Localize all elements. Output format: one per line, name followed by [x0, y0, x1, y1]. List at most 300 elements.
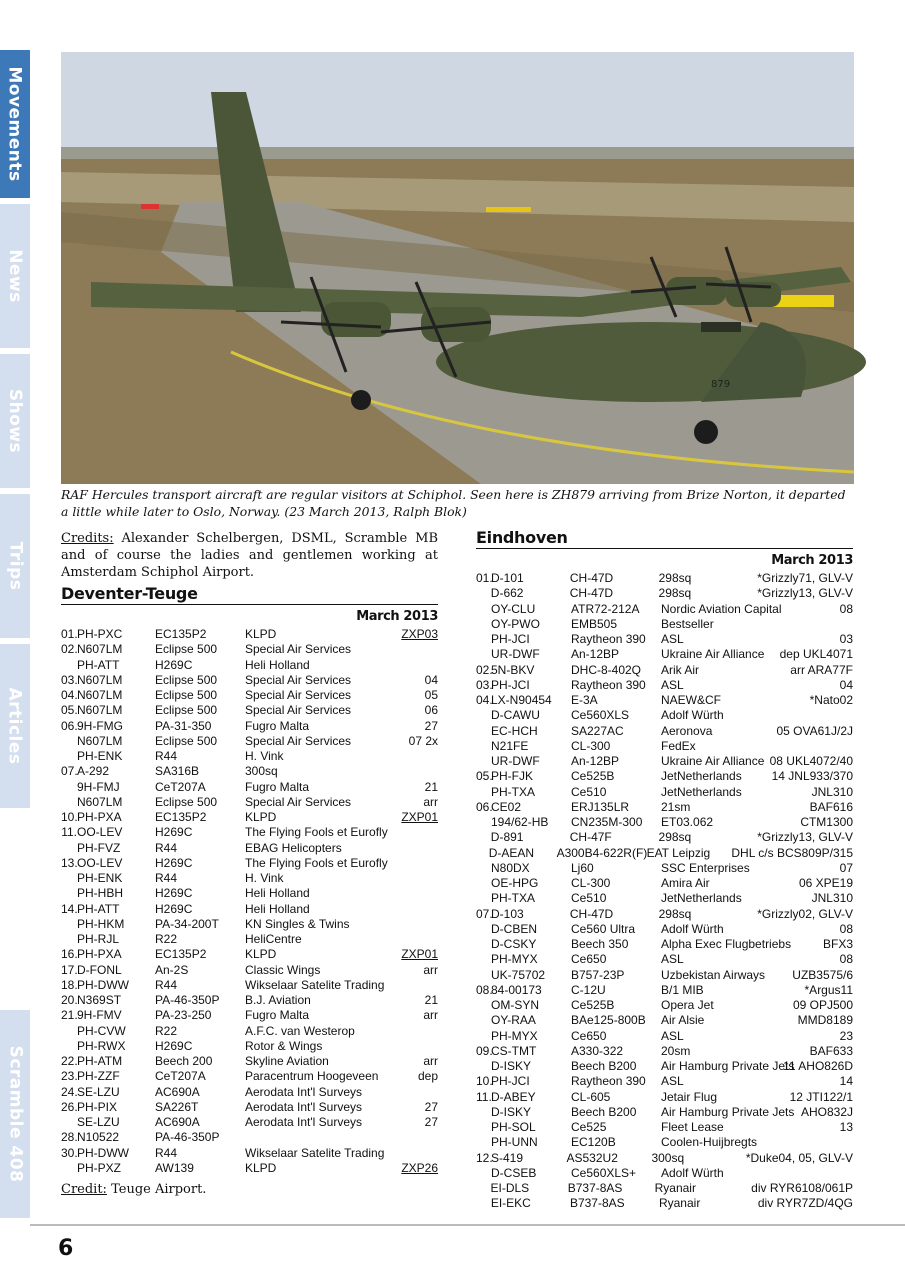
log-operator: Adolf Würth	[661, 1165, 724, 1180]
log-remarks	[395, 658, 438, 673]
log-day: 28.	[61, 1130, 78, 1145]
log-registration: PH-DWW	[77, 977, 129, 992]
log-remarks	[395, 749, 438, 764]
log-day	[476, 586, 491, 601]
log-remarks: 23	[839, 1028, 853, 1043]
log-type: BAe125-800B	[571, 1013, 646, 1028]
log-day: 16.	[61, 947, 78, 962]
log-remarks: 13	[839, 1120, 853, 1134]
log-registration: D-101	[491, 571, 524, 585]
tab-news[interactable]: News	[0, 204, 30, 354]
log-type: SA227AC	[571, 723, 624, 738]
log-row	[476, 571, 853, 586]
log-day: 24.	[61, 1084, 78, 1099]
log-row	[476, 1166, 853, 1181]
log-day: 06.	[476, 799, 493, 814]
log-day	[476, 1196, 491, 1211]
log-type: EMB505	[571, 616, 618, 631]
log-remarks: dep	[417, 1069, 438, 1084]
log-row	[476, 983, 853, 998]
log-operator: Aerodata Int'l Surveys	[245, 1115, 363, 1129]
log-row	[61, 932, 438, 947]
log-operator: Aerodata Int'l Surveys	[245, 1084, 363, 1099]
log-type: ERJ135LR	[571, 799, 630, 814]
log-registration: 194/62-HB	[491, 815, 549, 829]
log-row	[476, 1135, 853, 1150]
log-operator: Fugro Malta	[245, 1008, 310, 1023]
log-operator: JetNetherlands	[661, 784, 742, 799]
log-registration: SE-LZU	[77, 1084, 120, 1099]
log-remarks: *Grizzly13, GLV-V	[757, 830, 853, 845]
log-type: CN235M-300	[571, 815, 643, 829]
log-day: 12.	[476, 1150, 493, 1165]
log-day	[476, 739, 491, 754]
log-registration: PH-TXA	[491, 784, 536, 799]
log-registration: 5N-BKV	[491, 662, 535, 677]
log-operator: Fugro Malta	[245, 779, 310, 794]
log-operator: Air Hamburg Private Jets	[661, 1104, 795, 1119]
log-operator: A.F.C. van Westerop	[245, 1023, 355, 1038]
log-operator: Alpha Exec Flugbetriebs	[661, 937, 792, 951]
log-operator: Amira Air	[661, 876, 710, 890]
log-remarks	[395, 871, 438, 886]
log-day: 14.	[61, 901, 78, 916]
log-registration: UR-DWF	[491, 754, 540, 768]
log-operator: Paracentrum Hoogeveen	[245, 1069, 379, 1084]
log-day	[476, 830, 491, 845]
log-registration: N607LM	[77, 642, 123, 657]
log-row	[61, 673, 438, 688]
log-operator: The Flying Fools et Eurofly	[245, 855, 388, 870]
log-operator: Skyline Aviation	[245, 1054, 329, 1068]
log-day: 07.	[476, 906, 493, 921]
log-remarks: AHO832J	[800, 1104, 853, 1119]
log-registration: D-891	[490, 830, 524, 845]
log-type: ATR72-212A	[571, 601, 640, 616]
log-row	[61, 734, 438, 749]
log-row	[476, 846, 853, 861]
log-day: 30.	[61, 1145, 78, 1160]
log-row	[61, 749, 438, 764]
log-remarks: *Argus11	[804, 982, 853, 997]
log-operator: Aeronova	[661, 723, 713, 738]
log-registration: PH-PIX	[77, 1099, 118, 1114]
log-operator: B/1 MIB	[661, 982, 704, 997]
log-row	[476, 754, 853, 769]
log-day	[476, 1029, 491, 1044]
log-operator: Ryanair	[654, 1181, 696, 1195]
log-row	[61, 703, 438, 718]
log-operator: 298sq	[658, 906, 692, 921]
log-registration: 9H-FMV	[77, 1008, 122, 1023]
log-registration: S-419	[491, 1150, 524, 1165]
log-registration: PH-ATT	[77, 657, 120, 672]
log-remarks: *Grizzly02, GLV-V	[757, 906, 854, 921]
log-row	[61, 856, 438, 871]
log-operator: 298sq	[658, 571, 692, 585]
log-type: CH-47D	[569, 571, 614, 585]
photo-caption: RAF Hercules transport aircraft are regular visitors at Schiphol. Seen here is ZH879 arriving from Brize Norton, it departed a little while later to Oslo, Norway. (23 March 2013, Ralph Blok)	[61, 487, 846, 519]
log-day	[476, 1181, 490, 1196]
log-registration: PH-ENK	[77, 749, 123, 763]
log-registration: PH-PXC	[77, 627, 123, 641]
log-day: 20.	[61, 993, 78, 1007]
log-row	[476, 1181, 853, 1196]
log-day: 10.	[476, 1074, 493, 1089]
log-day	[61, 917, 77, 932]
log-type: Ce510	[571, 891, 607, 906]
log-registration: LX-N90454	[491, 693, 552, 707]
log-registration: UR-DWF	[491, 647, 540, 662]
log-type: Ce650	[571, 1028, 607, 1043]
log-operator: KLPD	[245, 627, 277, 641]
log-registration: OY-PWO	[491, 616, 540, 631]
log-operator: 298sq	[658, 586, 692, 601]
log-day: 03.	[476, 677, 493, 692]
log-remarks: arr	[423, 1054, 438, 1068]
log-registration: PH-PXZ	[77, 1160, 122, 1175]
log-day	[476, 754, 491, 769]
log-type: Raytheon 390	[571, 1074, 646, 1089]
log-type: AC690A	[155, 1115, 200, 1129]
log-remarks	[395, 917, 438, 932]
log-remarks: UZB3575/6	[792, 967, 853, 982]
log-day: 05.	[61, 703, 78, 718]
log-type: E-3A	[571, 693, 598, 707]
log-operator: Heli Holland	[245, 657, 310, 672]
log-eindhoven	[476, 571, 853, 1212]
log-registration: N10522	[77, 1130, 120, 1145]
log-type: PA-31-350	[155, 718, 212, 733]
log-type: R44	[155, 977, 178, 992]
log-operator: 21sm	[661, 799, 691, 814]
log-registration: PH-MYX	[491, 952, 538, 967]
log-type: CL-300	[571, 738, 611, 753]
log-type: PA-46-350P	[155, 993, 220, 1007]
log-type: A330-322	[571, 1043, 624, 1058]
log-day: 26.	[61, 1099, 78, 1114]
log-day	[61, 795, 77, 810]
log-type: B757-23P	[571, 967, 625, 982]
log-day	[476, 861, 491, 876]
log-type: EC135P2	[155, 810, 207, 824]
log-registration: N607LM	[77, 794, 123, 809]
log-type: AC690A	[155, 1084, 200, 1099]
log-operator: ASL	[661, 677, 684, 692]
log-day: 04.	[476, 693, 493, 707]
log-row	[476, 891, 853, 906]
log-remarks: 04	[839, 677, 853, 692]
log-registration: D-CSKY	[491, 937, 537, 951]
log-operator: JetNetherlands	[661, 891, 742, 906]
log-registration: PH-PXA	[77, 810, 122, 824]
log-registration: PH-HKM	[77, 916, 125, 931]
log-remarks: 06	[424, 703, 438, 718]
log-day	[476, 876, 491, 891]
log-operator: ASL	[661, 1074, 684, 1089]
log-type: R22	[155, 932, 178, 946]
log-day	[476, 602, 491, 617]
log-day: 13.	[61, 855, 78, 870]
log-day	[476, 647, 491, 662]
log-row	[476, 815, 853, 830]
log-row	[61, 841, 438, 856]
log-operator: Special Air Services	[245, 794, 352, 809]
tab-shows[interactable]: Shows	[0, 354, 30, 494]
tab-movements[interactable]: Movements	[0, 50, 30, 204]
log-row	[61, 917, 438, 932]
log-row	[61, 627, 438, 642]
log-registration: EI-EKC	[490, 1196, 531, 1211]
log-type: Ce525B	[571, 769, 615, 784]
log-day	[476, 617, 491, 632]
log-type: Eclipse 500	[155, 733, 218, 748]
log-day: 03.	[61, 672, 78, 687]
log-operator: KLPD	[245, 810, 277, 824]
log-registration: D-103	[491, 906, 524, 921]
log-row	[61, 764, 438, 779]
log-day	[61, 780, 77, 795]
log-row	[476, 937, 853, 952]
log-type: Ce525	[571, 1120, 607, 1134]
log-registration: PH-CVW	[77, 1023, 126, 1038]
log-row	[61, 947, 438, 962]
log-row	[476, 724, 853, 739]
log-registration: OY-RAA	[491, 1013, 536, 1028]
log-remarks: arr	[423, 1008, 438, 1023]
log-operator: Special Air Services	[245, 688, 352, 702]
log-row	[61, 1085, 438, 1100]
log-remarks	[395, 642, 438, 657]
log-remarks	[395, 1130, 438, 1145]
log-row	[61, 1130, 438, 1145]
log-day: 22.	[61, 1054, 78, 1068]
log-operator: Special Air Services	[245, 703, 352, 718]
log-day	[61, 871, 77, 886]
log-row	[476, 800, 853, 815]
log-operator: Wikselaar Satelite Trading	[245, 977, 385, 992]
log-registration: N607LM	[77, 733, 123, 748]
credits-label: Credits:	[61, 531, 114, 546]
log-registration: PH-JCI	[491, 677, 530, 692]
log-day	[476, 708, 491, 723]
log-row	[476, 647, 853, 662]
log-remarks	[395, 886, 438, 901]
log-registration: EC-HCH	[491, 723, 538, 738]
log-registration: EI-DLS	[490, 1181, 530, 1195]
log-remarks: JNL310	[811, 891, 853, 906]
log-registration: N607LM	[77, 672, 123, 687]
log-registration: D-CAWU	[491, 708, 540, 723]
log-day: 02.	[61, 642, 78, 657]
log-operator: Arik Air	[661, 662, 700, 677]
log-registration: PH-UNN	[491, 1135, 538, 1150]
log-row	[476, 876, 853, 891]
log-registration: PH-FJK	[491, 769, 533, 784]
page-number: 6	[58, 1236, 74, 1261]
log-row	[476, 1105, 853, 1120]
log-remarks: JNL310	[811, 784, 853, 799]
log-type: CH-47D	[569, 906, 614, 921]
log-remarks	[761, 708, 853, 723]
log-row	[476, 922, 853, 937]
log-type: CH-47D	[569, 586, 614, 601]
log-operator: ASL	[661, 1028, 684, 1043]
log-day: 21.	[61, 1008, 78, 1023]
section-title-eindhoven: Eindhoven	[476, 528, 853, 549]
log-operator: 300sq	[651, 1150, 685, 1165]
log-operator: H. Vink	[245, 749, 284, 763]
log-row	[476, 708, 853, 723]
log-remarks: *Duke04, 05, GLV-V	[745, 1150, 853, 1165]
log-registration: PH-HBH	[77, 886, 124, 901]
log-registration: 9H-FMJ	[77, 779, 120, 794]
log-remarks: ZXP26	[401, 1160, 438, 1175]
log-day	[476, 724, 491, 739]
log-operator: HeliCentre	[245, 932, 302, 946]
log-row	[476, 1029, 853, 1044]
log-day	[476, 937, 491, 952]
log-remarks: 07	[839, 860, 853, 875]
log-type: R22	[155, 1023, 178, 1038]
log-operator: ASL	[661, 952, 684, 967]
log-registration: PH-RWX	[77, 1038, 126, 1053]
log-registration: PH-PXA	[77, 947, 122, 962]
log-type: Beech B200	[571, 1104, 637, 1119]
log-remarks: arr	[423, 962, 438, 977]
log-type: Eclipse 500	[155, 794, 218, 809]
tab-scramble-408[interactable]: Scramble 408	[0, 1010, 30, 1224]
log-operator: KLPD	[245, 947, 277, 962]
log-operator: The Flying Fools et Eurofly	[245, 825, 388, 840]
log-row	[61, 688, 438, 703]
log-registration: PH-TXA	[491, 891, 536, 906]
tab-articles[interactable]: Articles	[0, 644, 30, 814]
log-registration: OY-CLU	[491, 601, 536, 616]
log-row	[61, 902, 438, 917]
log-registration: PH-MYX	[491, 1028, 538, 1043]
log-type: B737-8AS	[569, 1196, 625, 1211]
log-registration: D-CSEB	[491, 1165, 537, 1180]
log-day	[61, 841, 77, 856]
log-registration: CE02	[491, 799, 522, 814]
log-remarks: arr	[423, 794, 438, 809]
log-operator: Classic Wings	[245, 962, 321, 977]
log-type: CeT207A	[155, 1069, 206, 1084]
credit-teuge	[61, 1182, 206, 1197]
log-operator: Coolen-Huijbregts	[661, 1135, 758, 1150]
log-day: 09.	[476, 1043, 493, 1058]
log-operator: Bestseller	[661, 616, 714, 631]
log-remarks: div RYR7ZD/4QG	[757, 1196, 853, 1211]
log-remarks	[761, 1135, 853, 1150]
log-row	[61, 642, 438, 657]
log-day: 04.	[61, 688, 78, 702]
log-registration: PH-FVZ	[77, 840, 121, 855]
log-remarks: DHL c/s BCS809P/315	[731, 845, 853, 860]
log-row	[476, 785, 853, 800]
tab-trips[interactable]: Trips	[0, 494, 30, 644]
log-row	[61, 780, 438, 795]
log-remarks	[395, 856, 438, 871]
log-registration: PH-JCI	[491, 1074, 530, 1089]
log-day	[476, 891, 491, 906]
log-remarks: 14	[839, 1074, 853, 1089]
log-operator: Air Alsie	[661, 1013, 705, 1028]
log-operator: NAEW&CF	[661, 693, 721, 707]
hercules-photo	[61, 52, 854, 484]
log-operator: Air Hamburg Private Jets	[661, 1059, 795, 1073]
log-row	[476, 1059, 853, 1074]
log-registration: 9H-FMG	[77, 718, 123, 733]
log-registration: D-662	[490, 586, 524, 601]
log-operator: KLPD	[245, 1160, 277, 1175]
log-operator: Fugro Malta	[245, 718, 310, 733]
log-row	[61, 1008, 438, 1023]
log-type: CH-47F	[569, 830, 612, 845]
log-remarks: 04	[424, 672, 438, 687]
log-operator: Ukraine Air Alliance	[661, 647, 765, 662]
log-operator: Ukraine Air Alliance	[661, 754, 765, 768]
log-day	[476, 952, 491, 967]
log-row	[476, 678, 853, 693]
log-registration: D-AEAN	[488, 845, 535, 860]
log-remarks	[395, 841, 438, 856]
log-row	[61, 886, 438, 901]
log-type: Lj60	[571, 860, 594, 875]
log-type: Eclipse 500	[155, 703, 218, 718]
log-day: 02.	[476, 662, 493, 677]
log-row	[61, 1115, 438, 1130]
log-operator: Aerodata Int'l Surveys	[245, 1099, 363, 1114]
log-registration: D-CBEN	[491, 921, 538, 936]
log-type: CL-605	[571, 1089, 611, 1104]
log-day	[61, 932, 77, 947]
log-operator: Heli Holland	[245, 886, 310, 901]
log-remarks	[395, 1039, 438, 1054]
log-registration: D-ABEY	[491, 1089, 536, 1104]
log-row	[61, 658, 438, 673]
log-remarks: ZXP01	[401, 947, 438, 962]
log-registration: D-FONL	[77, 962, 122, 977]
log-registration: N607LM	[77, 688, 123, 702]
log-registration: PH-DWW	[77, 1145, 129, 1160]
month-deventer: March 2013	[356, 609, 438, 624]
log-remarks: 12 JTI122/1	[789, 1089, 853, 1104]
log-remarks: MMD8189	[797, 1013, 853, 1028]
log-registration: PH-ZZF	[77, 1069, 120, 1084]
log-type: PA-34-200T	[155, 916, 219, 931]
log-remarks	[395, 902, 438, 917]
log-operator: H. Vink	[245, 871, 284, 885]
log-registration: OO-LEV	[77, 825, 123, 840]
log-day: 11.	[61, 825, 77, 840]
log-type: R44	[155, 871, 178, 885]
log-type: Ce525B	[571, 998, 615, 1012]
log-operator	[245, 1130, 395, 1145]
log-operator: Uzbekistan Airways	[661, 967, 766, 982]
tail-code: 879	[711, 379, 731, 390]
log-remarks	[395, 1024, 438, 1039]
log-row	[61, 871, 438, 886]
log-day: 01.	[61, 627, 78, 641]
log-operator: Wikselaar Satelite Trading	[245, 1145, 385, 1160]
log-operator: Adolf Würth	[661, 708, 724, 723]
log-row	[476, 1074, 853, 1089]
log-remarks: 21	[424, 779, 438, 794]
log-day: 10.	[61, 810, 78, 824]
log-row	[476, 617, 853, 632]
